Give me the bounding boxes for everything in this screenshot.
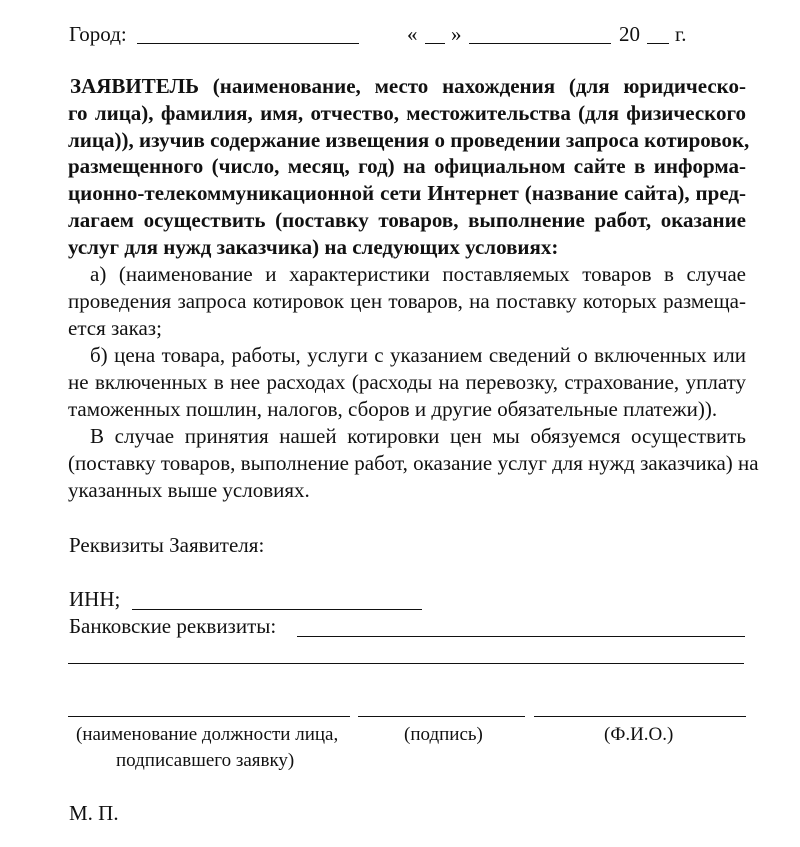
inn-field-line[interactable] xyxy=(132,609,422,610)
intro-paragraph xyxy=(68,73,750,261)
position-caption-line1: (наименование должности лица, xyxy=(76,724,339,745)
item-a-line: ется заказ; xyxy=(68,315,162,340)
city-field-line[interactable] xyxy=(137,43,359,44)
requisites-title: Реквизиты Заявителя: xyxy=(69,533,265,557)
position-field-line[interactable] xyxy=(68,716,350,717)
stamp-place-label: М. П. xyxy=(69,801,119,825)
intro-line: ционно-телекоммуникационной сети Интернет (название сайта), пред- xyxy=(68,181,746,206)
bank-requisites-label: Банковские реквизиты: xyxy=(69,614,277,638)
bank-requisites-field-line[interactable] xyxy=(297,636,745,637)
intro-line: го лица), фамилия, имя, отчество, местожительства (для физического xyxy=(68,100,746,125)
item-a-line: а) (наименование и характеристики поставляемых товаров в случае xyxy=(90,262,746,286)
item-a-paragraph xyxy=(68,261,746,341)
signature-field-line[interactable] xyxy=(358,716,525,717)
closing-line: указанных выше условиях. xyxy=(68,477,310,502)
name-field-line[interactable] xyxy=(534,716,746,717)
date-open-quote: « xyxy=(407,22,418,46)
item-b-line: таможенных пошлин, налогов, сборов и другие обязательные платежи)). xyxy=(68,396,718,421)
signature-caption: (подпись) xyxy=(404,724,483,745)
name-caption: (Ф.И.О.) xyxy=(604,724,674,745)
day-field-line[interactable] xyxy=(425,43,445,44)
position-caption-line2: подписавшего заявку) xyxy=(116,750,295,771)
intro-line: размещенного (число, месяц, год) на официальном сайте в информа- xyxy=(68,154,746,179)
item-b-paragraph xyxy=(68,342,746,422)
intro-line: услуг для нужд заказчика) на следующих условиях: xyxy=(68,234,559,259)
closing-line: (поставку товаров, выполнение работ, оказание услуг для нужд заказчика) на xyxy=(68,450,759,475)
bank-requisites-field-line-2[interactable] xyxy=(68,663,744,664)
item-b-line: не включенных в нее расходах (расходы на перевозку, страхование, уплату xyxy=(68,369,746,394)
item-a-line: проведения запроса котировок цен товаров, на поставку которых размеща- xyxy=(68,288,746,313)
closing-paragraph xyxy=(68,423,759,503)
closing-line: В случае принятия нашей котировки цен мы обязуемся осуществить xyxy=(90,424,746,448)
intro-line: лагаем осуществить (поставку товаров, выполнение работ, оказание xyxy=(68,207,746,232)
intro-line: ЗАЯВИТЕЛЬ (наименование, место нахождения (для юридическо- xyxy=(70,74,746,98)
item-b-line: б) цена товара, работы, услуги с указанием сведений о включенных или xyxy=(90,343,746,367)
intro-line: лица)), изучив содержание извещения о проведении запроса котировок, xyxy=(68,127,750,152)
inn-label: ИНН; xyxy=(69,587,121,611)
city-label: Город: xyxy=(69,22,127,46)
date-close-quote: » xyxy=(451,22,462,46)
year-prefix: 20 xyxy=(619,22,640,46)
year-suffix: г. xyxy=(675,22,687,46)
year-field-line[interactable] xyxy=(647,43,669,44)
month-field-line[interactable] xyxy=(469,43,611,44)
